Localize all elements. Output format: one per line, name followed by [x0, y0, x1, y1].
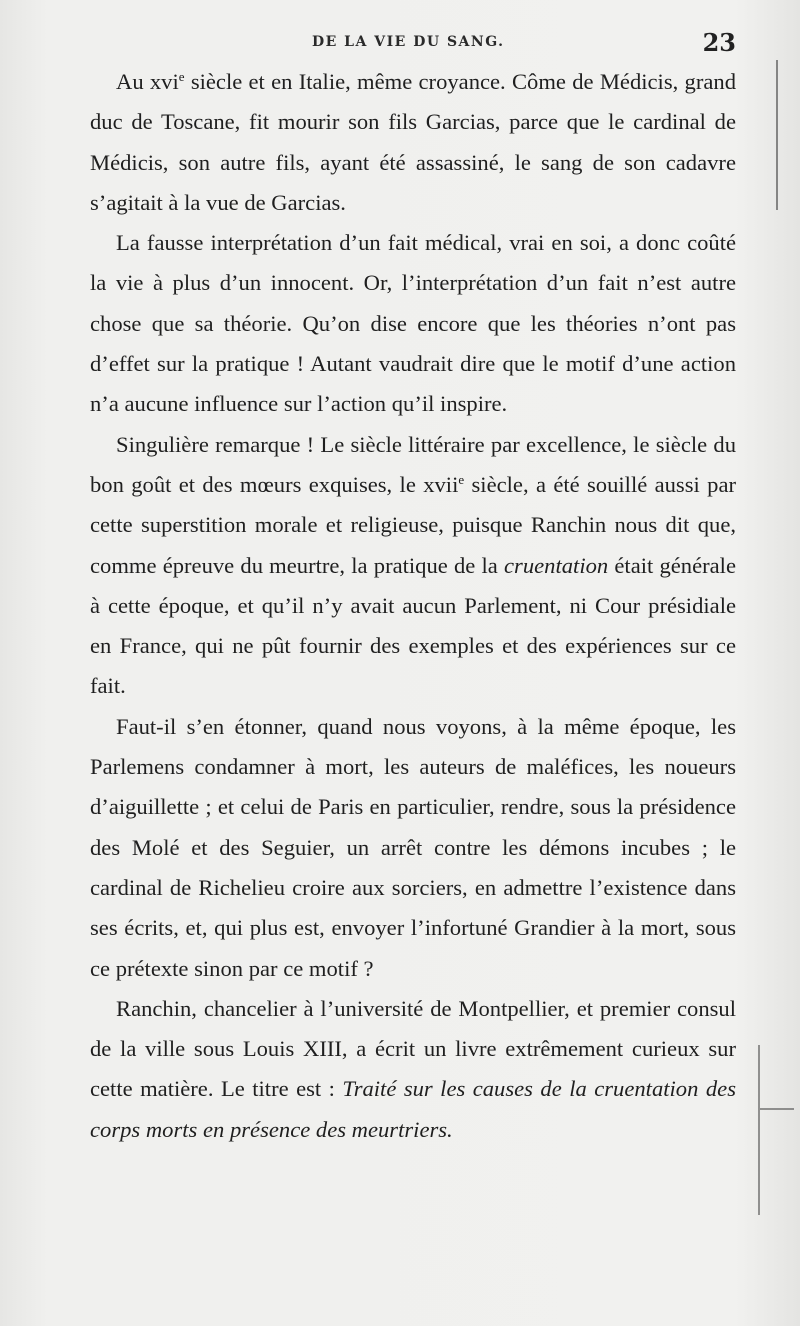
text-run: La fausse interprétation d’un fait médical, vrai en soi, a donc coûté la vie à plus d’un innocent. Or, l’interprétation d’un fait n’est autre chose que sa théorie. Qu’on dise encore que les théories n’ont pas d’effet sur la pratique ! Autant vaudrait dire que le motif d’une action n’a aucune influence sur l’action qu’il inspire. [90, 230, 736, 417]
paragraph [90, 62, 736, 223]
text-run: Ranchin, chancelier à l’université de Montpellier, et premier consul de la ville sous Louis XIII, a écrit un livre extrêmement curieux sur cette matière. Le titre est : [90, 995, 736, 1102]
superscript-text: e [458, 471, 465, 487]
paragraph [90, 989, 736, 1150]
italic-text: cruentation [504, 552, 609, 578]
text-run: Faut-il s’en étonner, quand nous voyons, à la même époque, les Parlemens condamner à mort, les auteurs de maléfices, les noueurs d’aiguillette ; et celui de Paris en particulier, rendre, sous la présidence des Molé et des Seguier, un arrêt contre les démons incubes ; le cardinal de Richelieu croire aux sorciers, en admettre l’existence dans ses écrits, et, qui plus est, envoyer l’infortuné Grandier à la mort, sous ce prétexte sinon par ce motif ? [90, 713, 736, 981]
italic-text: Traité sur les causes de la cruentation des corps morts en présence des meurtriers. [90, 1076, 736, 1142]
body-text [90, 62, 736, 1150]
running-title: DE LA VIE DU SANG. [312, 34, 505, 50]
text-run: Au xvi [116, 69, 179, 94]
page-number: 23 [702, 28, 736, 57]
text-run: Singulière remarque ! Le siècle littéraire par excellence, le siècle du bon goût et des mœurs exquises, le xvii [90, 431, 736, 497]
running-head [0, 28, 800, 58]
paragraph [90, 223, 736, 424]
text-run: siècle, a été souillé aussi par cette superstition morale et religieuse, puisque Ranchin nous dit que, comme épreuve du meurtre, la pratique de la [90, 471, 736, 578]
text-run: était générale à cette époque, et qu’il n’y avait aucun Parlement, ni Cour présidiale en France, qui ne pût fournir des exemples et des expériences sur ce fait. [90, 552, 736, 699]
margin-pencil-mark [776, 60, 778, 210]
superscript-text: e [178, 69, 185, 84]
text-run: siècle et en Italie, même croyance. Côme de Médicis, grand duc de Toscane, fit mourir son fils Garcias, parce que le cardinal de Médicis, son autre fils, ayant été assassiné, le sang de son cadavre s’agitait à la vue de Garcias. [90, 69, 736, 215]
paragraph [90, 425, 736, 707]
paragraph [90, 707, 736, 989]
margin-pencil-mark [760, 1108, 794, 1110]
margin-pencil-mark [758, 1045, 760, 1215]
